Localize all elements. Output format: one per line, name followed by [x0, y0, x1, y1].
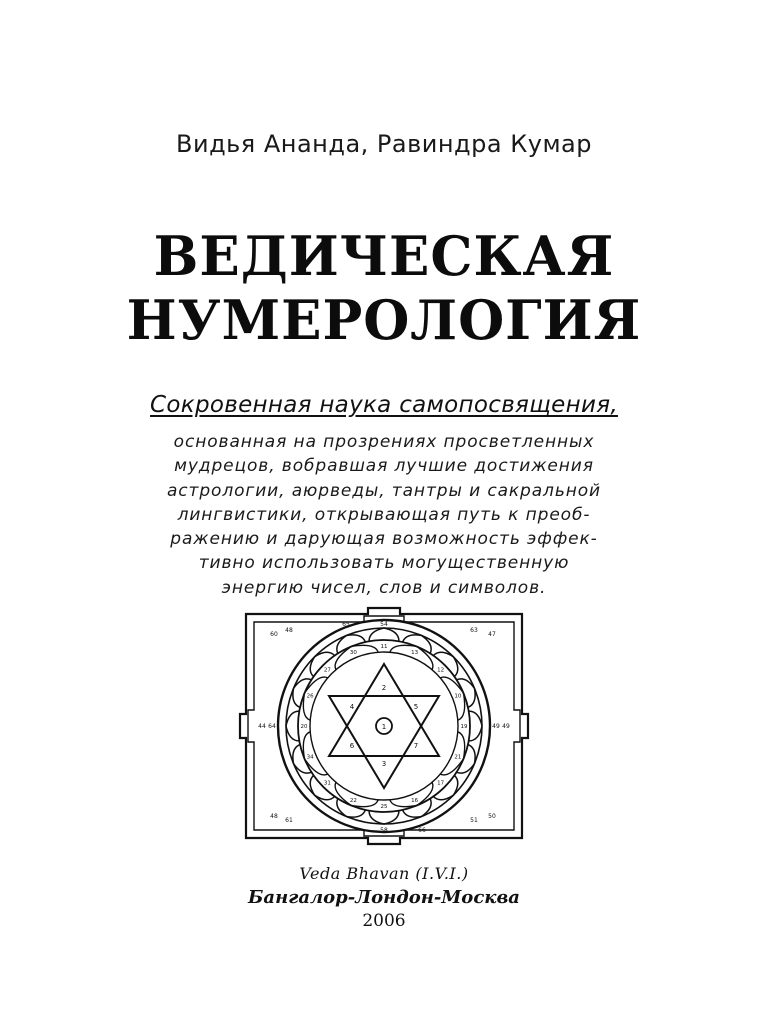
subtitle-line: основанная на прозрениях просветленных [173, 432, 595, 452]
publication-cities: Бангалор-Лондон-Москва [248, 887, 520, 908]
subtitle-line: тивно использовать могущественную [198, 553, 570, 574]
yantra-ring-number: 12 [437, 667, 445, 674]
yantra-ring-number: 27 [323, 667, 331, 674]
yantra-ring-number: 16 [411, 797, 419, 804]
yantra-outer-number: 64 [268, 723, 276, 730]
subtitle-lead: Сокровенная наука самопосвящения, [150, 392, 618, 418]
yantra-outer-number: 49 [502, 723, 510, 730]
subtitle-line: астрологии, аюрведы, тантры и сакральной [166, 480, 602, 501]
yantra-outer-number: 54 [380, 621, 388, 628]
yantra-ring-number: 26 [306, 693, 314, 700]
yantra-triangle-number: 2 [381, 684, 387, 692]
yantra-center-number: 1 [381, 723, 387, 731]
subtitle-line: мудрецов, вобравшая лучшие достижения [174, 456, 594, 477]
yantra-outer-number: 48 [270, 813, 278, 820]
yantra-outer-number: 51 [470, 817, 478, 824]
yantra-ring-number: 11 [380, 644, 388, 650]
publication-year: 2006 [362, 911, 406, 931]
yantra-triangle-number: 6 [349, 742, 355, 750]
yantra-ring-number: 13 [411, 650, 419, 657]
yantra-ring-number: 22 [349, 797, 357, 804]
subtitle-line: лингвистики, открывающая путь к преоб- [177, 504, 591, 525]
yantra-downward-triangle [329, 696, 439, 788]
yantra-ring-number: 31 [323, 780, 331, 787]
subtitle-description [0, 430, 768, 600]
yantra-ring-number: 20 [300, 724, 308, 730]
yantra-outer-number: 49 [492, 723, 500, 730]
yantra-ring-number: 25 [380, 804, 388, 810]
subtitle-line: ражению и дарующая возможность эффек- [170, 529, 598, 550]
yantra-outer-number: 60 [270, 631, 278, 638]
yantra-ring-number: 21 [454, 754, 462, 761]
yantra-upward-triangle [329, 664, 439, 756]
sri-yantra-illustration [234, 606, 534, 846]
book-title-line-1: ВЕДИЧЕСКАЯ [153, 224, 615, 288]
publisher: Veda Bhavan (I.V.I.) [299, 864, 469, 883]
yantra-triangle-number: 5 [413, 703, 419, 711]
yantra-outer-number: 58 [380, 827, 388, 834]
yantra-ring-number: 19 [460, 724, 468, 730]
yantra-ring-number: 17 [437, 780, 445, 787]
yantra-triangle-number: 4 [349, 703, 355, 711]
yantra-ring-number: 10 [454, 693, 462, 700]
yantra-ring-number: 30 [349, 650, 357, 657]
yantra-triangle-number: 3 [381, 760, 387, 768]
yantra-triangle-number: 7 [413, 742, 419, 750]
subtitle-line: энергию чисел, слов и символов. [221, 577, 547, 598]
yantra-outer-number: 44 [258, 723, 266, 730]
yantra-petal [310, 652, 334, 676]
yantra-petal [310, 775, 334, 799]
yantra-outer-number: 66 [418, 827, 426, 834]
yantra-outer-number: 47 [488, 631, 496, 638]
yantra-petal [433, 775, 457, 799]
yantra-ring-number: 34 [306, 754, 314, 761]
yantra-outer-number: 63 [470, 627, 478, 634]
yantra-outer-number: 61 [285, 817, 293, 824]
yantra-outer-number: 65 [342, 621, 350, 628]
yantra-outer-number: 50 [488, 813, 496, 820]
book-title-line-2: НУМЕРОЛОГИЯ [126, 288, 642, 352]
authors: Видья Ананда, Равиндра Кумар [176, 130, 592, 158]
yantra-outer-number: 48 [285, 627, 293, 634]
